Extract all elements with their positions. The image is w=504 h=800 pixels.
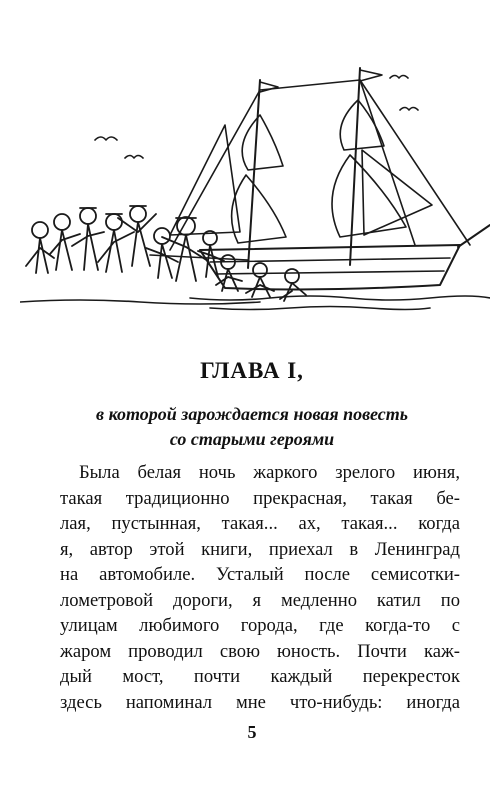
- text-line: жаром проводил свою юность. Почти каж-: [60, 640, 460, 662]
- seagull-icon: [400, 108, 418, 111]
- chapter-title: ГЛАВА I,: [200, 358, 304, 383]
- chapter-subtitle-line: в которой зарождается новая повесть: [96, 404, 408, 424]
- text-line: Была белая ночь жаркого зрелого июня,: [79, 462, 460, 483]
- seagull-icon: [125, 156, 143, 159]
- text-line: на автомобиле. Усталый после семисотки-: [60, 564, 460, 585]
- seagull-icon: [95, 137, 117, 140]
- text-line: лометровой дороги, я медленно катил по: [60, 589, 460, 611]
- text-line: дый мост, почти каждый перекресток: [60, 666, 460, 687]
- seagull-icon: [390, 76, 408, 79]
- chapter-subtitle: [0, 402, 504, 452]
- chapter-subtitle-line: со старыми героями: [169, 429, 335, 449]
- text-line: улицам любимого города, где когда-то с: [60, 615, 460, 636]
- text-line: такая традиционно прекрасная, такая бе-: [60, 487, 460, 509]
- text-line: здесь напоминал мне что-нибудь: иногда: [60, 691, 460, 713]
- text-line: я, автор этой книги, приехал в Ленинград: [60, 538, 460, 560]
- sailing-ship-illustration: [20, 40, 490, 340]
- page-number: 5: [247, 722, 257, 742]
- body-paragraph: [60, 460, 460, 715]
- text-line: лая, пустынная, такая... ах, такая... когда: [60, 513, 460, 534]
